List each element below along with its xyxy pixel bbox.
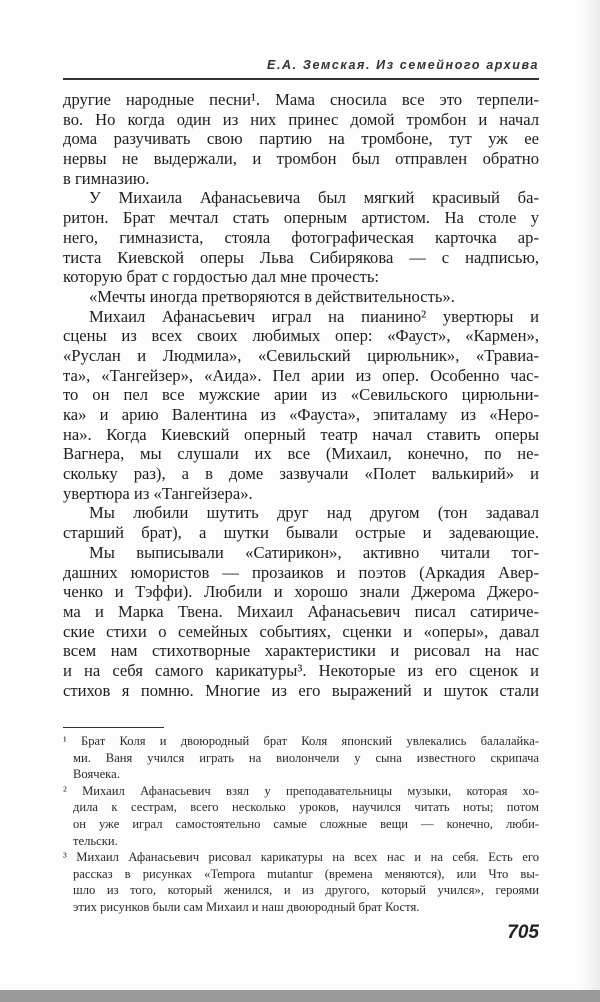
body-line: во. Но когда один из них принес домой тромбон и начал — [63, 109, 539, 129]
footnote-line: ² Михаил Афанасьевич взял у преподавательницы музыки, которая хо- — [63, 783, 539, 798]
footnote-line: этих рисунков были сам Михаил и наш двоюродный брат Костя. — [73, 899, 420, 914]
body-line: на». Когда Киевский оперный театр начал ставить оперы — [63, 424, 539, 444]
footnotes — [63, 733, 539, 916]
footnote-line: шло из того, который женился, и из другого, который учился», героями — [73, 883, 539, 898]
header-rule — [63, 78, 539, 80]
body-line: которую брат с гордостью дал мне прочесть: — [63, 267, 380, 287]
bottom-scan-bar — [0, 990, 600, 1002]
body-line: в гимназию. — [63, 168, 150, 188]
body-line: нервы не выдержали, и тромбон был отправлен обратно — [63, 149, 539, 169]
body-line: дома разучивать свою партию на тромбоне, тут уж ее — [63, 129, 539, 149]
body-line: ченко и Тэффи). Любили и хорошо знали Джерома Джеро- — [63, 582, 539, 602]
body-text — [63, 90, 539, 700]
body-line: ритон. Брат мечтал стать оперным артистом. На столе у — [63, 208, 539, 228]
footnote-line: Воячека. — [73, 767, 120, 782]
body-line: тиста Киевской оперы Льва Сибирякова — с надписью, — [63, 247, 539, 267]
body-line: «Руслан и Людмила», «Севильский цирюльник», «Травиа- — [63, 345, 539, 365]
body-line: У Михаила Афанасьевича был мягкий красивый ба- — [89, 188, 539, 208]
body-line: Вагнера, мы слушали их все (Михаил, конечно, по не- — [63, 444, 539, 464]
body-line: стихов я помню. Многие из его выражений и шуток стали — [63, 680, 539, 700]
body-line: другие народные песни¹. Мама сносила все это терпели- — [63, 90, 539, 109]
body-line: ма и Марка Твена. Михаил Афанасьевич писал сатириче- — [63, 601, 539, 621]
body-line: старший брат), а шутки бывали острые и задевающие. — [63, 523, 539, 543]
body-line: Мы выписывали «Сатирикон», активно читали тог- — [89, 542, 539, 562]
body-line: всем нам стихотворные характеристики и рисовал на нас — [63, 641, 539, 661]
footnote-rule — [63, 727, 164, 728]
body-line: него, гимназиста, стояла фотографическая карточка ар- — [63, 227, 539, 247]
body-line: скольку раз), а в доме зазвучали «Полет валькирий» и — [63, 464, 539, 484]
body-line: Михаил Афанасьевич играл на пианино² увертюры и — [89, 306, 539, 326]
page-number: 705 — [507, 922, 539, 943]
footnote-line: ³ Михаил Афанасьевич рисовал карикатуры на всех нас и на себя. Есть его — [63, 850, 539, 865]
body-line: ка» и арию Валентина из «Фауста», эпиталаму из «Неро- — [63, 405, 539, 424]
footnote-line: он уже играл самостоятельно самые сложные вещи — конечно, люби- — [73, 816, 539, 831]
body-line: сцены из всех своих любимых опер: «Фауст», «Кармен», — [63, 326, 539, 346]
body-line: то он пел все мужские арии из «Севильского цирюльни- — [63, 385, 539, 405]
footnote-line: тельски. — [73, 833, 118, 848]
footnote-line: рассказ в рисунках «Tempora mutantur (времена меняются), или Что вы- — [73, 866, 539, 881]
body-line: Мы любили шутить друг над другом (тон задавал — [89, 503, 539, 523]
scan-edge-shadow — [580, 0, 600, 990]
body-line: увертюра из «Тангейзера». — [63, 483, 253, 503]
body-line: ские стихи о семейных событиях, сценки и «оперы», давал — [63, 621, 539, 641]
body-line: и на себя самого карикатуры³. Некоторые из его сценок и — [63, 660, 539, 680]
body-line: та», «Тангейзер», «Аида». Пел арии из опер. Особенно час- — [63, 365, 539, 385]
body-line: дашних юмористов — прозаиков и поэтов (Аркадия Авер- — [63, 562, 539, 582]
footnote-line: ¹ Брат Коля и двоюродный брат Коля японский увлекались балалайка- — [63, 734, 539, 748]
footnote-line: ми. Ваня учился играть на виолончели у сына известного скрипача — [73, 750, 539, 765]
body-line: «Мечты иногда претворяются в действительность». — [89, 286, 455, 306]
running-header: Е.А. Земская. Из семейного архива — [267, 58, 539, 72]
footnote-line: дила к сестрам, всего несколько уроков, научился читать ноты; потом — [73, 800, 539, 815]
